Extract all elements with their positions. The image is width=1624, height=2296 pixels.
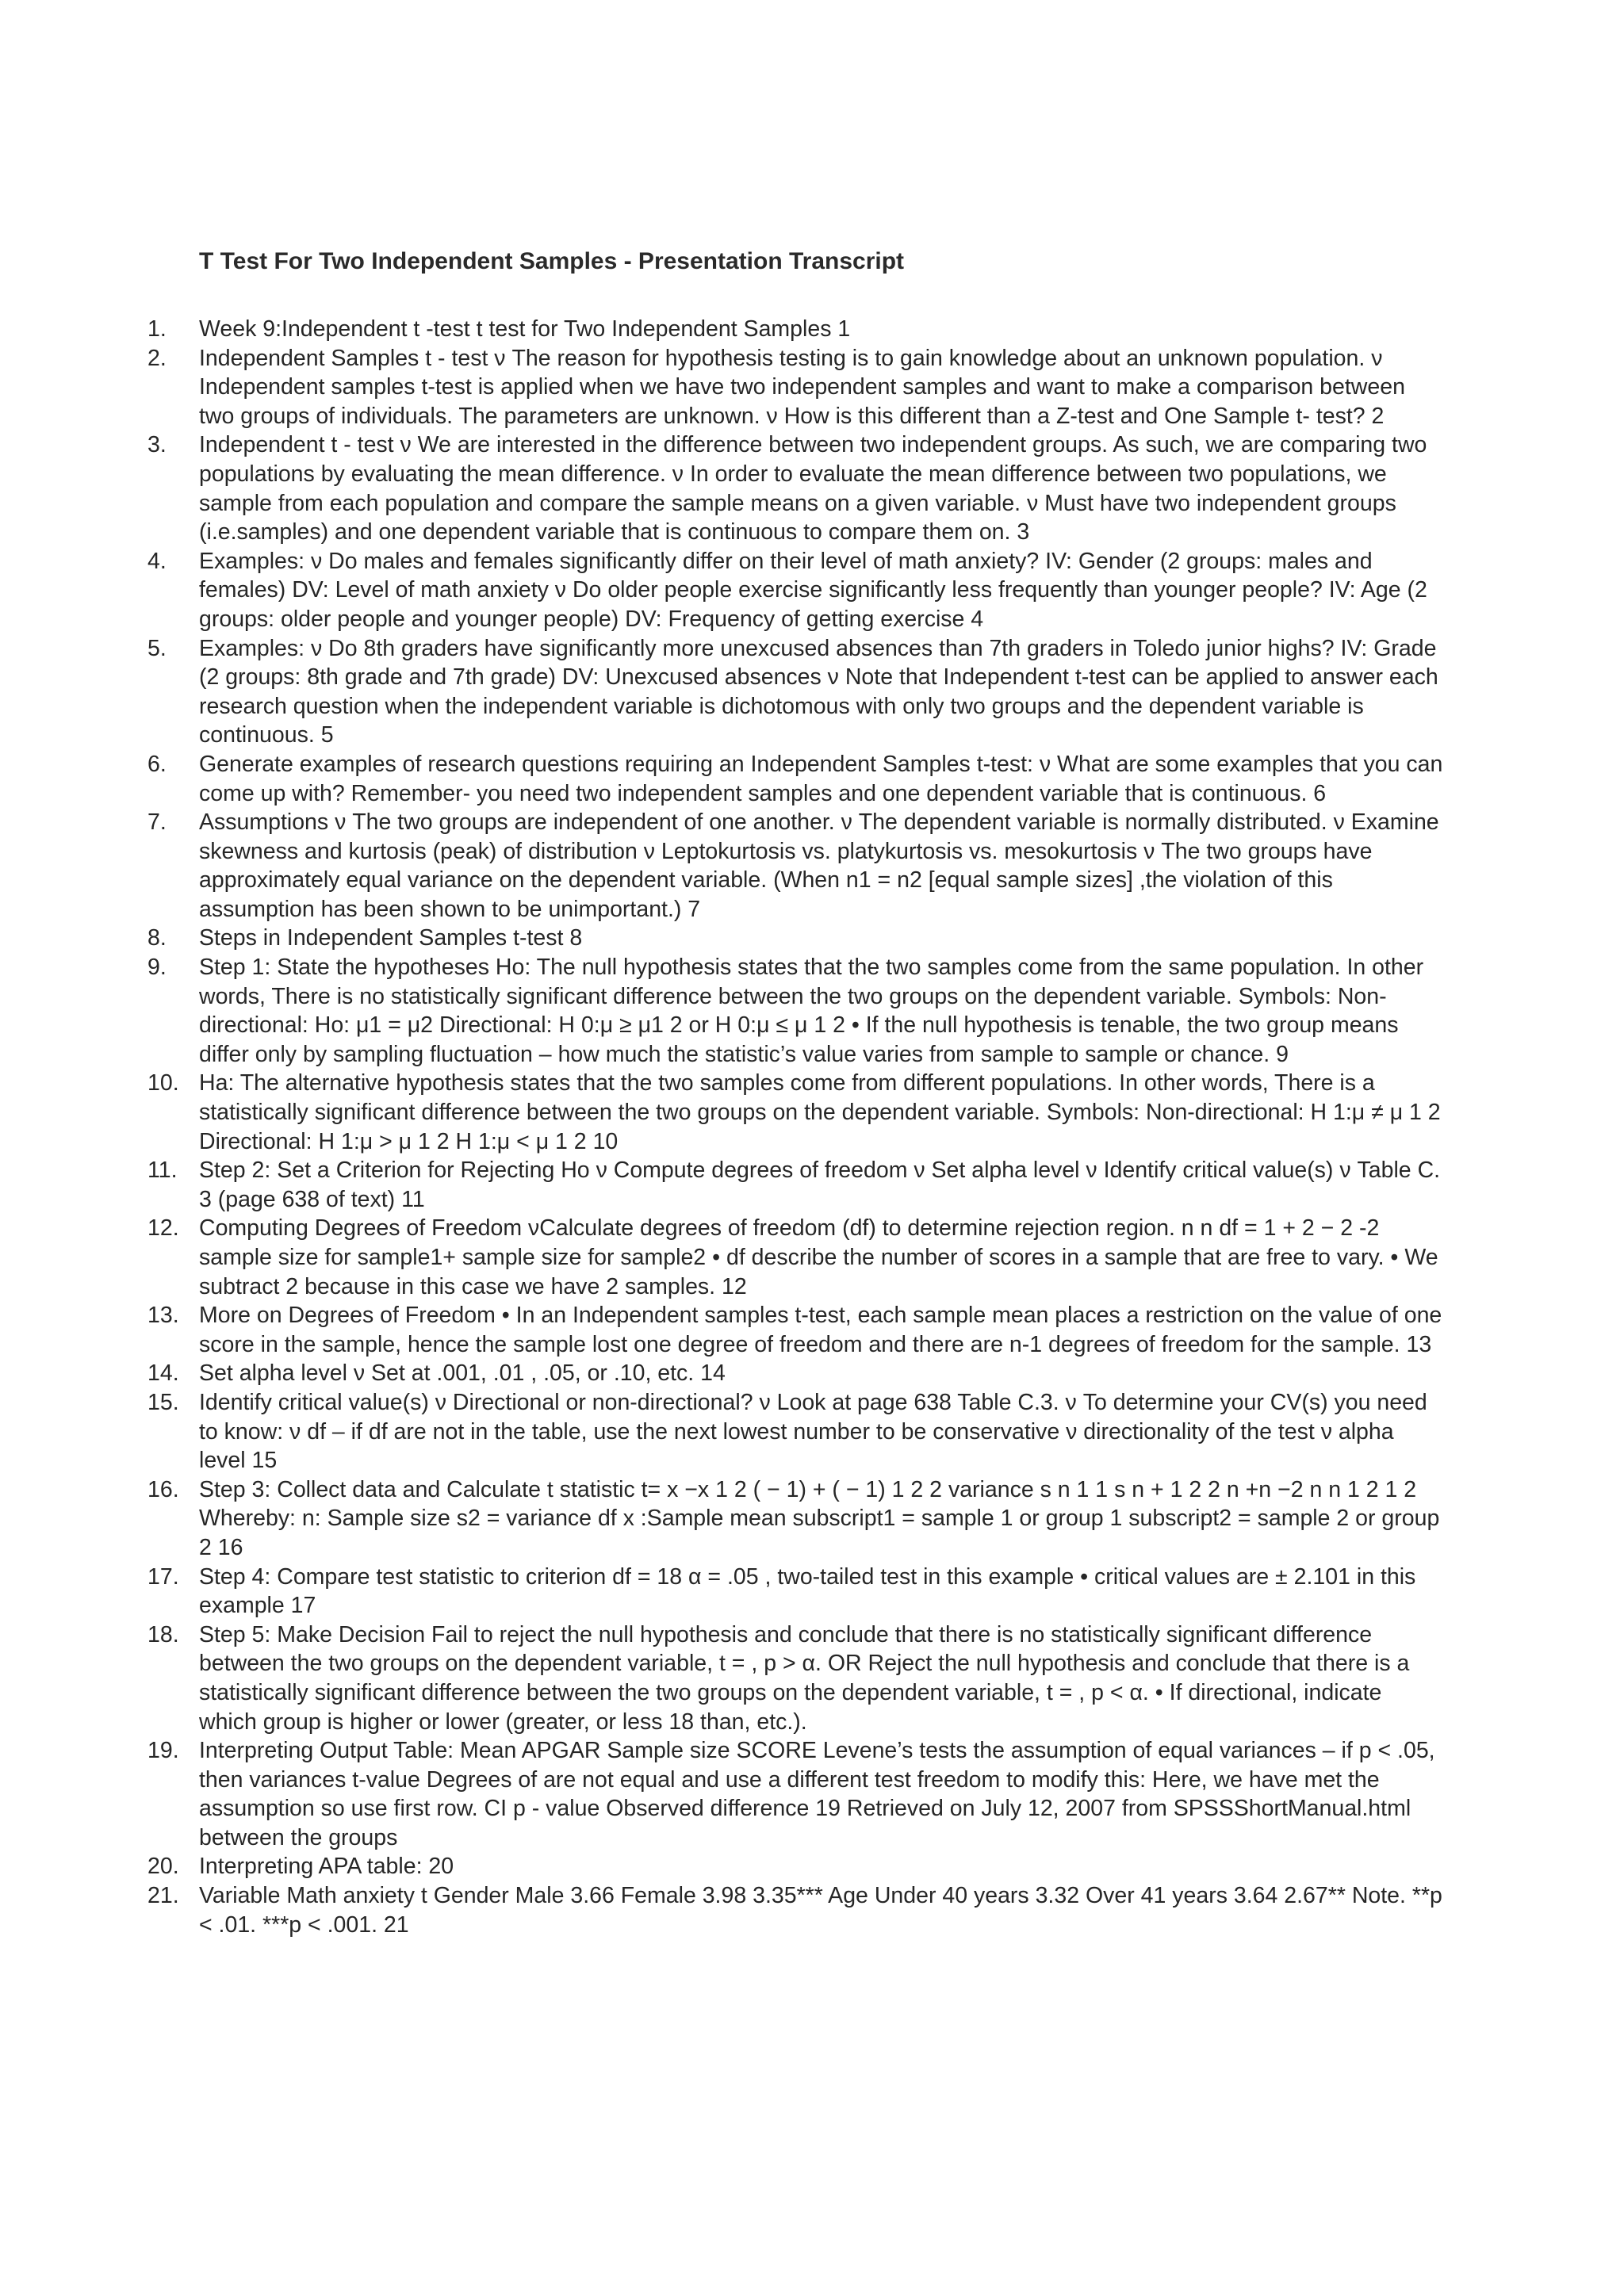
list-item xyxy=(0,1301,1444,1359)
list-item-text: Step 4: Compare test statistic to criterion df = 18 α = .05 , two-tailed test in this example • critical values are ± 2.101 in this example 17 xyxy=(199,1563,1416,1619)
list-item-text: Set alpha level ν Set at .001, .01 , .05, or .10, etc. 14 xyxy=(199,1360,726,1387)
list-item-number: 3. xyxy=(147,432,167,458)
list-item-text: Step 1: State the hypotheses Ho: The null hypothesis states that the two samples come from the same population. In other words, There is no statistically significant difference between the two groups on the dependent variable. Symbols: Non-directional: Ho: μ1 = μ2 Directional: H 0:μ ≥ μ1 2 or H 0:μ ≤ μ 1 2 • If the null hypothesis is tenable, the two group means differ only by sampling fluctuation – how much the statistic’s value varies from sample to sample or chance. 9 xyxy=(199,955,1424,1067)
document-title: T Test For Two Independent Samples - Presentation Transcript xyxy=(199,248,905,274)
list-item-text: Steps in Independent Samples t-test 8 xyxy=(199,925,583,951)
list-item-text: Examples: ν Do 8th graders have significantly more unexcused absences than 7th graders in Toledo junior highs? IV: Grade (2 groups: 8th grade and 7th grade) DV: Unexcused absences ν Note that Independent t-test can be applied to answer each research question when the independent variable is dichotomous with only two groups and the dependent variable is continuous. 5 xyxy=(199,635,1438,748)
list-item-text: Ha: The alternative hypothesis states that the two samples come from different populations. In other words, There is a statistically significant difference between the two groups on the dependent variable. Symbols: Non-directional: H 1:μ ≠ μ 1 2 Directional: H 1:μ > μ 1 2 H 1:μ < μ 1 2 10 xyxy=(199,1070,1441,1154)
list-item-number: 20. xyxy=(147,1854,179,1880)
list-item xyxy=(0,1852,1444,1881)
list-item-number: 9. xyxy=(147,955,167,981)
list-item-number: 17. xyxy=(147,1563,179,1590)
list-item xyxy=(0,1388,1444,1475)
list-item xyxy=(0,315,1444,344)
list-item-text: More on Degrees of Freedom • In an Independent samples t-test, each sample mean places a restriction on the value of one score in the sample, hence the sample lost one degree of freedom and there are n-1 degrees of freedom for the sample. 13 xyxy=(199,1303,1442,1357)
list-item-text: Interpreting APA table: 20 xyxy=(199,1854,454,1880)
list-item-text: Independent t - test ν We are interested in the difference between two independent groups. As such, we are comparing two populations by evaluating the mean difference. ν In order to evaluate the mean difference between two populations, we sample from each population and compare the sample means on a given variable. ν Must have two independent groups (i.e.samples) and one dependent variable that is continuous to compare them on. 3 xyxy=(199,432,1427,545)
list-item-text: Step 2: Set a Criterion for Rejecting Ho ν Compute degrees of freedom ν Set alpha level ν Identify critical value(s) ν Table C. 3 (page 638 of text) 11 xyxy=(199,1158,1441,1212)
list-item xyxy=(0,1359,1444,1388)
list-item-number: 1. xyxy=(147,316,167,342)
list-item-number: 14. xyxy=(147,1360,179,1387)
list-item-text: Week 9:Independent t -test t test for Two Independent Samples 1 xyxy=(199,316,851,342)
list-item xyxy=(0,344,1444,431)
list-item xyxy=(0,953,1444,1069)
transcript-list xyxy=(0,315,1624,1939)
list-item-text: Identify critical value(s) ν Directional or non-directional? ν Look at page 638 Table C.3. ν To determine your CV(s) you need to know: ν df – if df are not in the table, use the next lowest number to be conservative ν directionality of the test ν alpha level 15 xyxy=(199,1389,1427,1474)
list-item-number: 7. xyxy=(147,809,167,836)
list-item-number: 16. xyxy=(147,1476,179,1502)
list-item-number: 19. xyxy=(147,1738,179,1764)
list-item-text: Independent Samples t - test ν The reason for hypothesis testing is to gain knowledge about an unknown population. ν Independent samples t-test is applied when we have two independent samples and want to make a comparison between two groups of individuals. The parameters are unknown. ν How is this different than a Z-test and One Sample t- test? 2 xyxy=(199,345,1405,429)
list-item-text: Computing Degrees of Freedom νCalculate degrees of freedom (df) to determine rejection region. n n df = 1 + 2 − 2 -2 sample size for sample1+ sample size for sample2 • df describe the number of scores in a sample that are free to vary. • We subtract 2 because in this case we have 2 samples. 12 xyxy=(199,1215,1438,1299)
list-item xyxy=(0,924,1444,953)
list-item xyxy=(0,1475,1444,1563)
list-item xyxy=(0,634,1444,750)
list-item xyxy=(0,1156,1444,1214)
list-item-text: Assumptions ν The two groups are independent of one another. ν The dependent variable is normally distributed. ν Examine skewness and kurtosis (peak) of distribution ν Leptokurtosis vs. platykurtosis vs. mesokurtosis ν The two groups have approximately equal variance on the dependent variable. (When n1 = n2 [equal sample sizes] ,the violation of this assumption has been shown to be unimportant.) 7 xyxy=(199,809,1439,922)
list-item-number: 2. xyxy=(147,345,167,371)
list-item-text: Step 3: Collect data and Calculate t statistic t= x −x 1 2 ( − 1) + ( − 1) 1 2 2 variance s n 1 1 s n + 1 2 2 n +n −2 n n 1 2 1 2 Whereby: n: Sample size s2 = variance df x :Sample mean subscript1 = sample 1 or group 1 subscript2 = sample 2 or group 2 16 xyxy=(199,1476,1440,1560)
list-item-text: Generate examples of research questions requiring an Independent Samples t-test: ν What are some examples that you can come up with? Remember- you need two independent samples and one dependent variable that is continuous. 6 xyxy=(199,751,1443,806)
list-item-text: Examples: ν Do males and females significantly differ on their level of math anxiety? IV: Gender (2 groups: males and females) DV: Level of math anxiety ν Do older people exercise significantly less frequently than younger people? IV: Age (2 groups: older people and younger people) DV: Frequency of getting exercise 4 xyxy=(199,548,1427,632)
list-item xyxy=(0,1563,1444,1621)
list-item-number: 5. xyxy=(147,635,167,661)
list-item xyxy=(0,808,1444,924)
list-item xyxy=(0,750,1444,808)
list-item xyxy=(0,1214,1444,1301)
list-item-text: Interpreting Output Table: Mean APGAR Sample size SCORE Levene’s tests the assumption of equal variances – if p < .05, then variances t-value Degrees of are not equal and use a different test freedom to modify this: Here, we have met the assumption so use first row. CI p - value Observed difference 19 Retrieved on July 12, 2007 from SPSSShortManual.html between the groups xyxy=(199,1738,1435,1850)
list-item-number: 12. xyxy=(147,1215,179,1242)
list-item xyxy=(0,1621,1444,1736)
list-item-number: 13. xyxy=(147,1303,179,1329)
list-item-number: 18. xyxy=(147,1621,179,1647)
list-item-number: 10. xyxy=(147,1070,179,1096)
list-item xyxy=(0,430,1444,546)
list-item-number: 4. xyxy=(147,548,167,574)
list-item xyxy=(0,1069,1444,1156)
list-item-number: 8. xyxy=(147,925,167,951)
list-item-number: 15. xyxy=(147,1389,179,1415)
list-item xyxy=(0,1881,1444,1939)
list-item xyxy=(0,547,1444,634)
list-item xyxy=(0,1736,1444,1852)
list-item-text: Variable Math anxiety t Gender Male 3.66 Female 3.98 3.35*** Age Under 40 years 3.32 Over 41 years 3.64 2.67** Note. **p < .01. ***p < .001. 21 xyxy=(199,1883,1442,1938)
list-item-number: 21. xyxy=(147,1883,179,1909)
list-item-number: 11. xyxy=(147,1158,178,1184)
list-item-number: 6. xyxy=(147,751,167,777)
list-item-text: Step 5: Make Decision Fail to reject the null hypothesis and conclude that there is no statistically significant difference between the two groups on the dependent variable, t = , p > α. OR Reject the null hypothesis and conclude that there is a statistically significant difference between the two groups on the dependent variable, t = , p < α. • If directional, indicate which group is higher or lower (greater, or less 18 than, etc.). xyxy=(199,1621,1410,1735)
